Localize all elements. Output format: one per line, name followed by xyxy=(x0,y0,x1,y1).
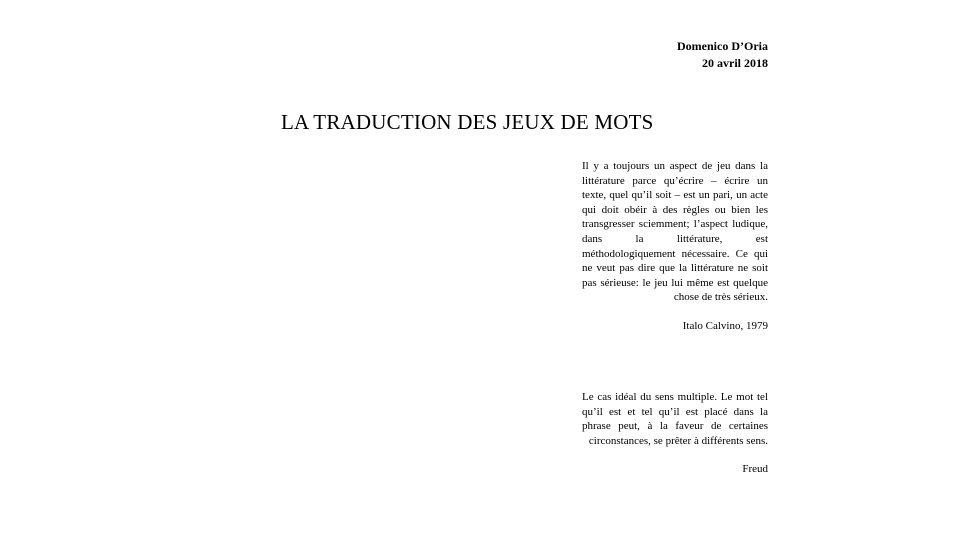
epigraph-freud xyxy=(582,390,768,477)
document-date: 20 avril 2018 xyxy=(702,56,768,70)
document-title: LA TRADUCTION DES JEUX DE MOTS xyxy=(281,110,654,134)
author-name: Domenico D’Oria xyxy=(677,39,768,53)
epigraph-calvino xyxy=(582,159,768,334)
epigraph-text: Il y a toujours un aspect de jeu dans la littérature parce qu’écrire – écrire un texte, quel qu’il soit – est un pari, un acte qui doit obéir à des règles ou bien les transgresser sciemment; l’aspect ludique, dans la littérature, est méthodologiquement nécessaire. Ce qui ne veut pas dire que la littérature ne soit pas sérieuse: le jeu lui même est quelque chose de très sérieux. xyxy=(582,160,768,304)
author-block xyxy=(677,38,768,72)
epigraph-attribution: Italo Calvino, 1979 xyxy=(682,319,768,332)
epigraph-attribution: Freud xyxy=(742,463,768,476)
epigraph-text: Le cas idéal du sens multiple. Le mot tel qu’il est et tel qu’il est placé dans la phrase peut, à la faveur de certaines circonstances, se prêter à différents sens. xyxy=(582,391,768,447)
